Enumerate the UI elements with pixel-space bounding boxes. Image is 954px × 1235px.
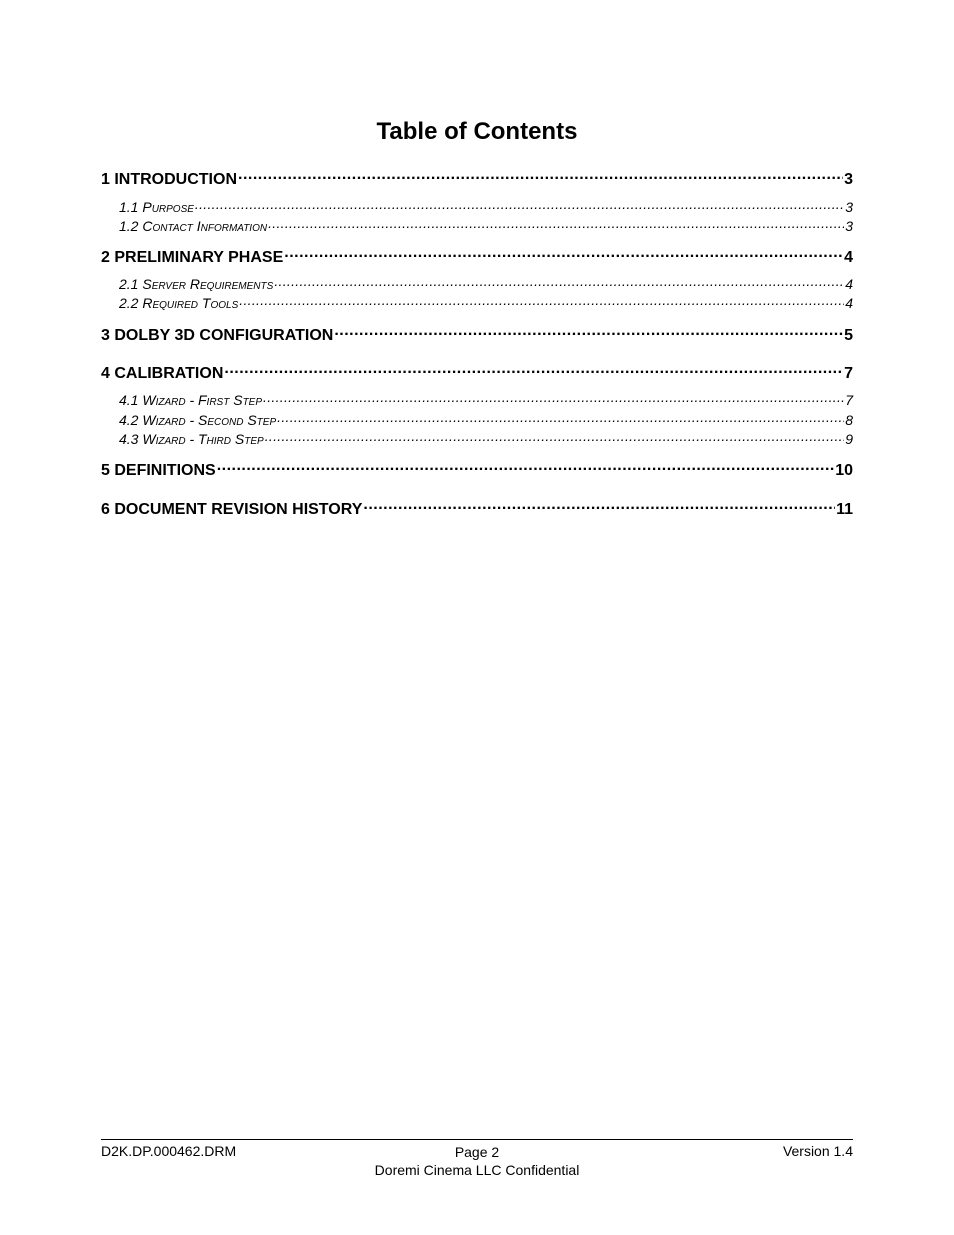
toc-entry-preliminary-phase[interactable] xyxy=(101,246,853,267)
toc-entry-page: 11 xyxy=(836,501,853,518)
dot-leader xyxy=(238,168,843,184)
toc-entry-page: 4 xyxy=(844,249,853,266)
toc-entry-required-tools[interactable] xyxy=(101,294,853,311)
toc-entry-label: 5 DEFINITIONS xyxy=(101,462,216,479)
toc-entry-wizard-third-step[interactable] xyxy=(101,430,853,447)
toc-entry-contact-information[interactable] xyxy=(101,217,853,234)
dot-leader xyxy=(263,391,844,405)
toc-entry-label: 2.2 Required Tools xyxy=(119,295,239,311)
toc-entry-page: 8 xyxy=(845,412,853,428)
toc-entry-definitions[interactable] xyxy=(101,459,853,480)
toc-entry-label: 4.2 Wizard - Second Step xyxy=(119,412,277,428)
page-title: Table of Contents xyxy=(376,118,578,145)
toc-entry-label: 4.3 Wizard - Third Step xyxy=(119,431,264,447)
toc-entry-label: 4.1 Wizard - First Step xyxy=(119,392,263,408)
footer-version: Version 1.4 xyxy=(782,1143,853,1159)
dot-leader xyxy=(274,275,844,289)
toc-entry-dolby-3d-configuration[interactable] xyxy=(101,324,853,345)
footer-page-number: Page 2 xyxy=(454,1144,500,1160)
toc-entry-wizard-first-step[interactable] xyxy=(101,391,853,408)
footer-confidential: Doremi Cinema LLC Confidential xyxy=(374,1162,580,1178)
dot-leader xyxy=(284,246,843,262)
dot-leader xyxy=(239,294,844,308)
toc-entry-server-requirements[interactable] xyxy=(101,275,853,292)
toc-entry-page: 9 xyxy=(845,431,853,447)
toc-entry-page: 3 xyxy=(845,199,853,215)
toc-entry-label: 3 DOLBY 3D CONFIGURATION xyxy=(101,327,334,344)
toc-entry-page: 4 xyxy=(845,276,853,292)
toc-entry-page: 3 xyxy=(844,171,853,188)
toc-entry-page: 7 xyxy=(844,365,853,382)
toc-entry-label: 4 CALIBRATION xyxy=(101,365,224,382)
dot-leader xyxy=(277,411,844,425)
dot-leader xyxy=(195,198,844,212)
toc-entry-page: 5 xyxy=(844,327,853,344)
toc-entry-introduction[interactable] xyxy=(101,168,853,189)
dot-leader xyxy=(265,430,845,444)
toc-entry-label: 6 DOCUMENT REVISION HISTORY xyxy=(101,501,363,518)
toc-entry-page: 7 xyxy=(845,392,853,408)
toc-entry-label: 2 PRELIMINARY PHASE xyxy=(101,249,284,266)
toc-entry-label: 1.1 Purpose xyxy=(119,199,194,215)
dot-leader xyxy=(334,324,843,340)
toc-entry-wizard-second-step[interactable] xyxy=(101,411,853,428)
toc-entry-page: 10 xyxy=(835,462,853,479)
toc-entry-page: 4 xyxy=(845,295,853,311)
toc-entry-label: 1.2 Contact Information xyxy=(119,218,268,234)
toc-entry-label: 1 INTRODUCTION xyxy=(101,171,237,188)
toc-entry-page: 3 xyxy=(845,218,853,234)
dot-leader xyxy=(268,217,844,231)
toc-entry-label: 2.1 Server Requirements xyxy=(119,276,274,292)
dot-leader xyxy=(224,362,843,378)
footer-divider xyxy=(101,1139,853,1140)
toc-entry-purpose[interactable] xyxy=(101,198,853,215)
footer-doc-id: D2K.DP.000462.DRM xyxy=(101,1143,237,1159)
dot-leader xyxy=(363,498,835,514)
dot-leader xyxy=(217,459,835,475)
toc-entry-calibration[interactable] xyxy=(101,362,853,383)
toc-entry-document-revision-history[interactable] xyxy=(101,498,853,519)
